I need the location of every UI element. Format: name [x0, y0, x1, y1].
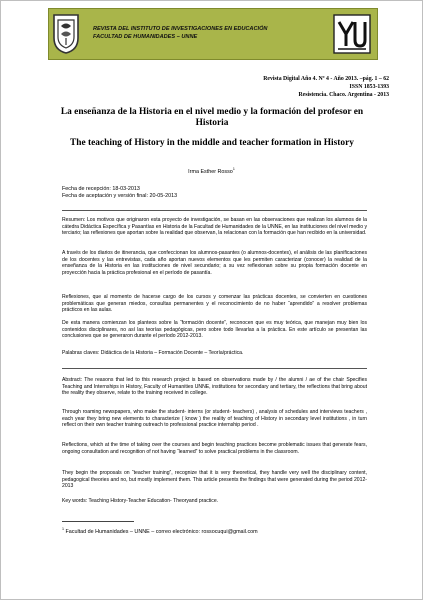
abstract-es-paragraph: A través de los diarios de itinerancia, que confeccionan los alumnos-pasantes (o alumnos-docentes), el análisis de las planificaciones de los docentes y las entrevistas, cada año aportan nuevos elementos que les permiten caracterizar (conocer) la realidad de la enseñanza de la Historia en las instituciones de nivel secundario; a su vez reflexionan sobre su propia formación docente en proyección hacia la práctica profesional en el período de pasantía.: [62, 250, 367, 276]
footnote-mark: 1: [62, 527, 64, 531]
accepted-date: Fecha de aceptación y versión final: 20-05-2013: [62, 193, 178, 200]
abstract-en-paragraph: Through roaming newspapers, who make the student- interns (or student- teachers) , analysis of schedules and interviews teachers , each year they bring new elements to characterize ( know ) the reality of teaching of History in secondary level institutions , in turn reflect on their own teacher training outreach to professional practice internship period .: [62, 409, 367, 429]
faculty-name: FACULTAD DE HUMANIDADES – UNNE: [93, 33, 198, 40]
abstract-es-paragraph: Reflexiones, que al momento de hacerse cargo de los cursos y comenzar las prácticas docentes, se convierten en cuestiones problemáticas que generan miedos, consultas permanentes y el reconocimiento de no haber “aprendido” a resolver problemas prácticos en las aulas.: [62, 294, 367, 314]
abstract-es-paragraph: De esta manera comienzan los planteos sobre la “formación docente”, reconocen que es muy teórica, que manejan muy bien los contenidos disciplinares, no así las teorías pedagógicas, pero sobre todo llevarlas a la práctica. En este artículo se presentan las conclusiones que se generaron durante el período 2012-2013.: [62, 320, 367, 340]
author-line: [0, 167, 423, 175]
university-crest-icon: [52, 12, 80, 54]
journal-header-text: [93, 26, 323, 41]
footnote-text: Facultad de Humanidades – UNNE – correo electrónico: rossocuqui@gmail.com: [65, 528, 258, 535]
abstract-en-paragraph: Reflections, which at the time of taking over the courses and begin teaching practices become problematic issues that generate fears, ongoing consultation and recognition of not having “learned” to solve practical problems in the classroom.: [62, 442, 367, 455]
footnote-rule: [62, 521, 134, 522]
journal-name: REVISTA DEL INSTITUTO DE INVESTIGACIONES EN EDUCACIÓN: [93, 26, 268, 32]
divider-rule: [62, 368, 367, 369]
footnote: [62, 527, 258, 535]
author-footnote-mark[interactable]: 1: [232, 167, 235, 171]
issue-metadata: [263, 76, 389, 99]
issn: ISSN 1853-1393: [349, 83, 389, 90]
divider-rule: [62, 210, 367, 211]
title-english: The teaching of History in the middle and teacher formation in History: [70, 138, 354, 148]
abstract-en-paragraph: Abstract: The reasons that led to this research project is based on observations made by / the alumni / ae of the chair Specifies Teaching and Internships in History, Faculty of Humanities UNNE, institutions for secondary and tertiary, the reflections that bring about the reality they observe, relate to the training received in college.: [62, 377, 367, 397]
dates-block: [62, 186, 177, 200]
institute-monogram-icon: [333, 14, 371, 54]
received-date: Fecha de recepción: 18-03-2013: [62, 186, 140, 192]
abstract-en-paragraph: They begin the proposals on “teacher training”, recognize that it is very theoretical, they handle very well the disciplinary content, pedagogical theories and no, but mostly implement them. This article presents the findings that were generated during the period 2012-2013: [62, 470, 367, 490]
title-spanish: La enseñanza de la Historia en el nivel medio y la formación del profesor en Historia: [60, 107, 364, 129]
abstract-es-paragraph: Resumen: Los motivos que originaron esta proyecto de investigación, se basan en las observaciones que realizan los alumnos de la cátedra Didáctica Específica y Pasantías en Historia de la Facultad de Humanidades de la UNNE, en las instituciones del nivel medio y terciario; las reflexiones que aportan sobre la realidad que observan, la relacionan con la formación que han recibido en la universidad.: [62, 217, 367, 237]
keywords-en: Key words: Teaching History-Teacher Education- Theoryand practice.: [62, 498, 219, 504]
author-name: Irma Esther Rosso: [188, 168, 233, 175]
issue-info: Revista Digital Año 4. Nº 4 - Año 2013. –pág. 1 – 62: [263, 76, 389, 82]
location-year: Resistencia. Chaco. Argentina - 2013: [298, 91, 389, 98]
keywords-es: Palabras claves: Didáctica de la Historia – Formación Docente – Teoría/práctica.: [62, 350, 244, 356]
